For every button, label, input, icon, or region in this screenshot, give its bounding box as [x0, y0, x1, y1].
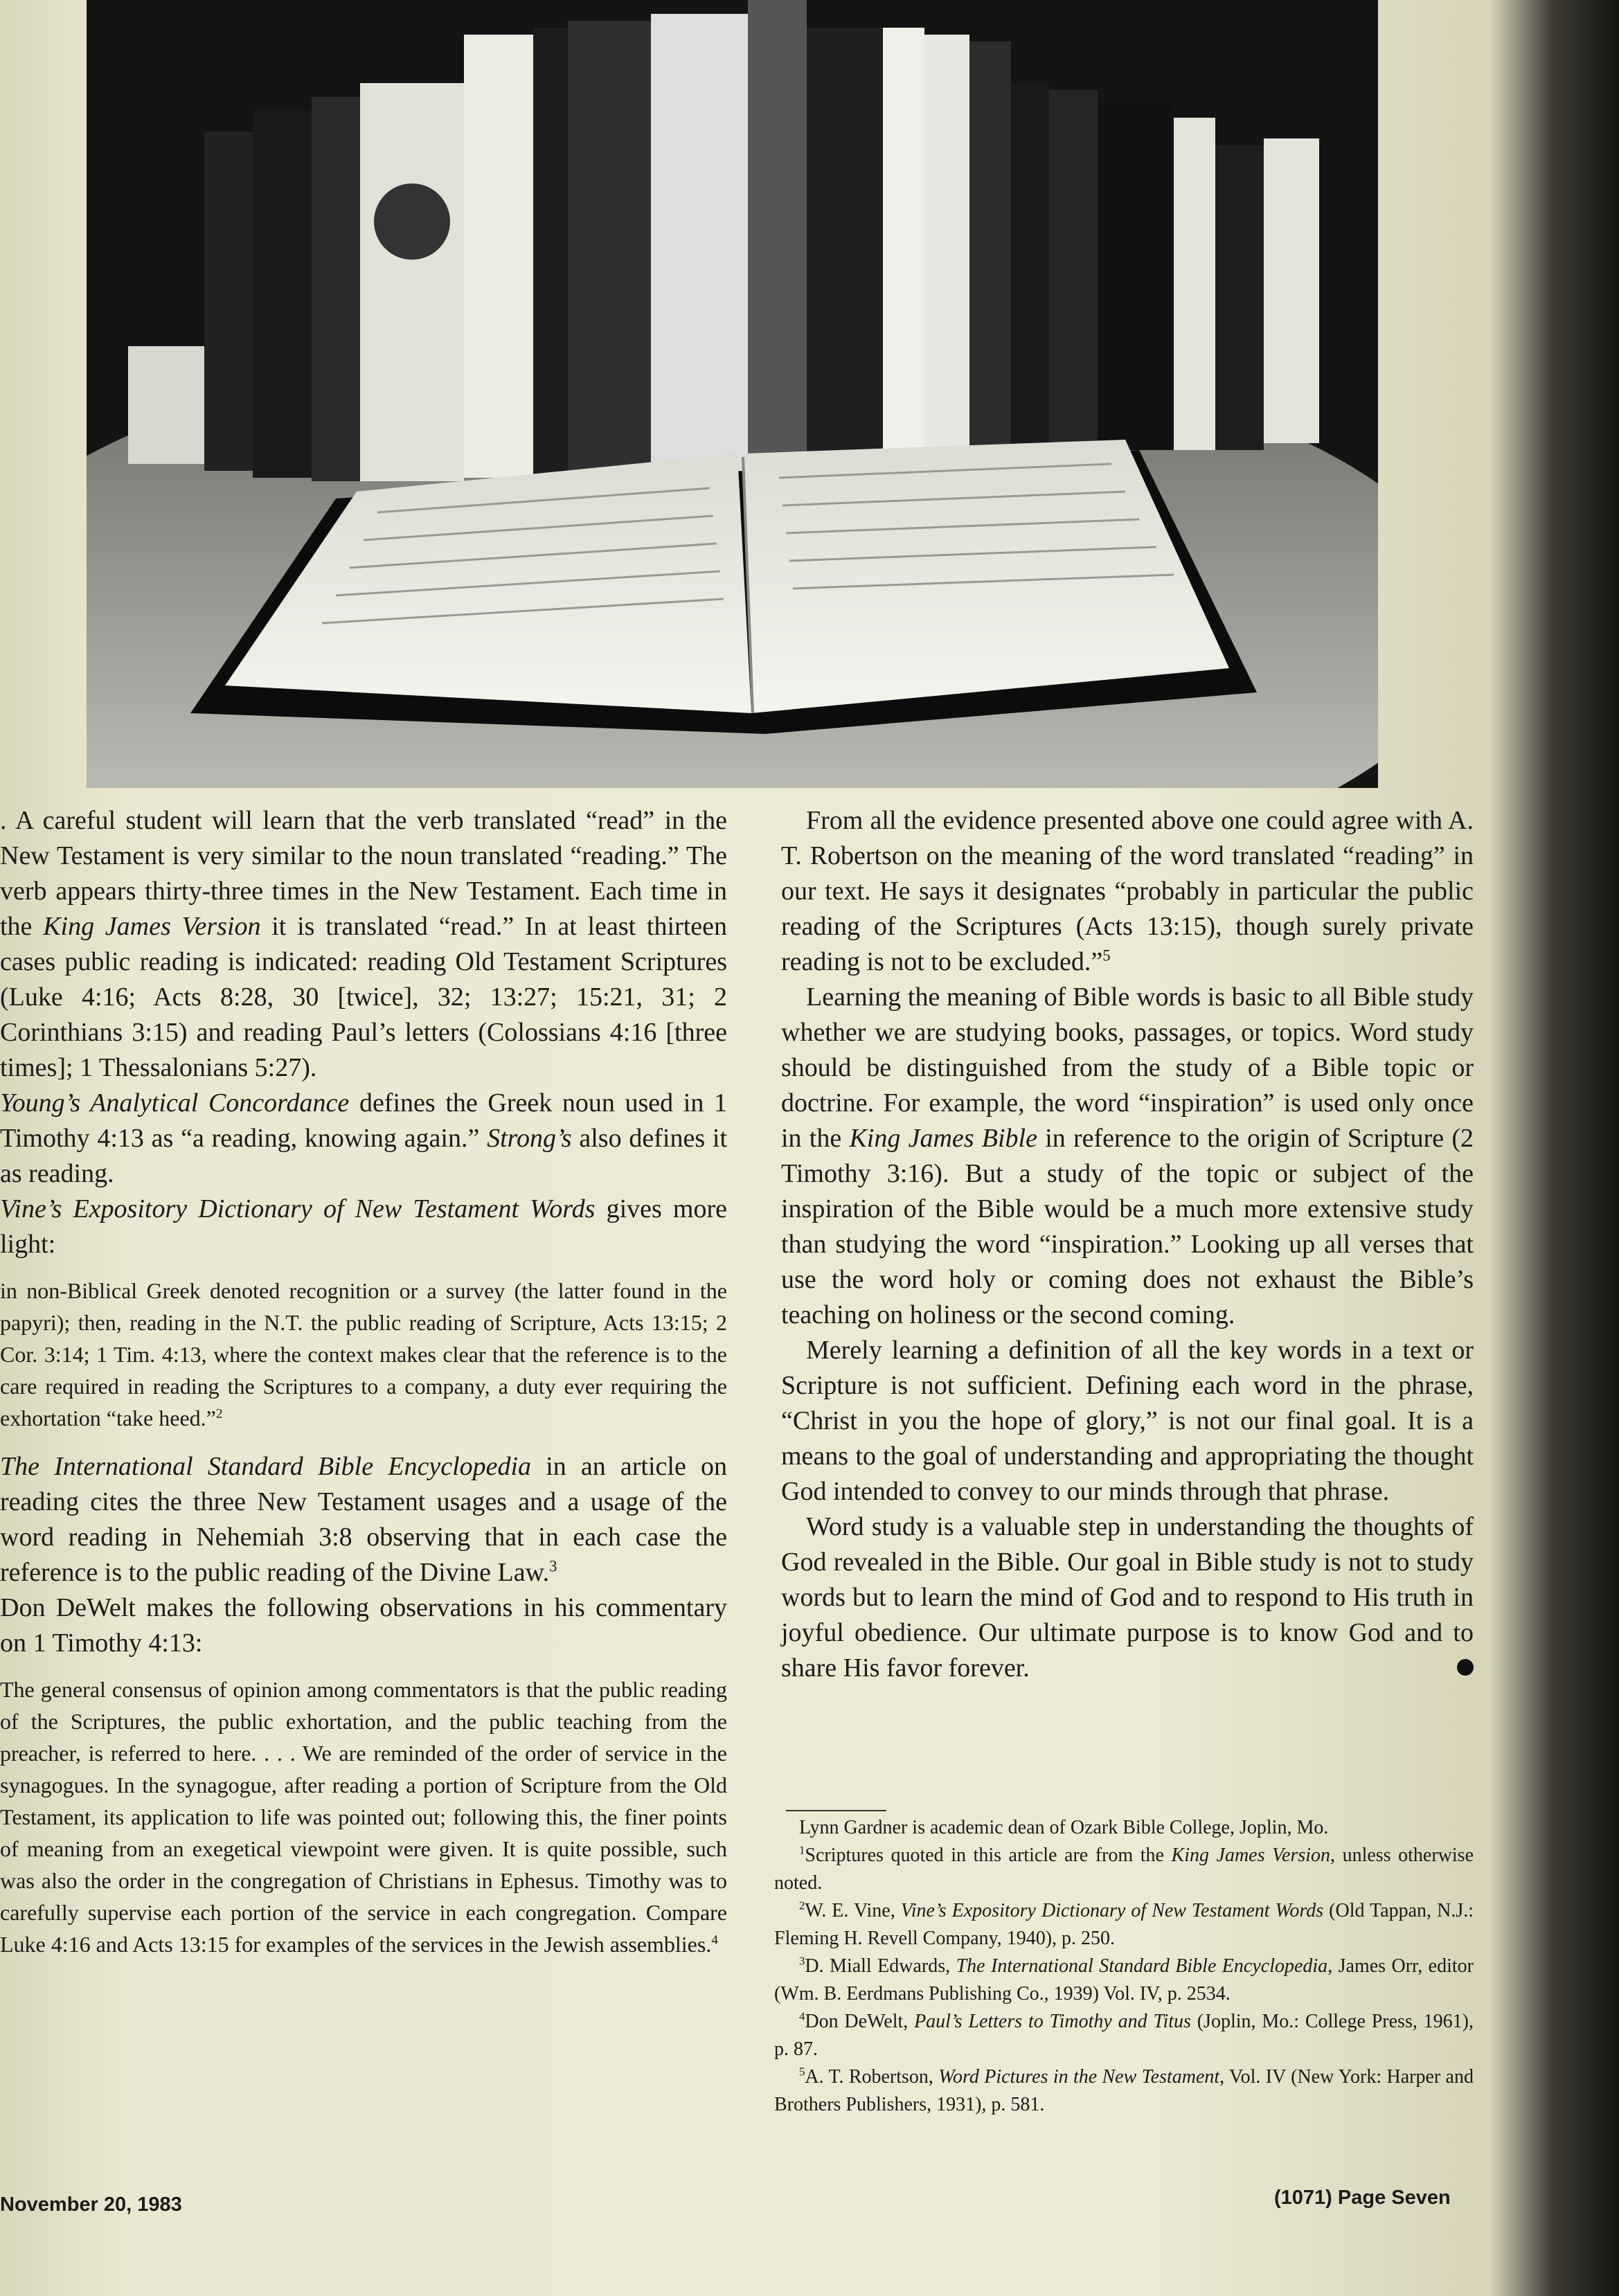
- paragraph: The International Standard Bible Encyclopedia in an article on reading cites the three New Testament usages and a usage of the word reading in Nehemiah 3:8 observing that in each case the reference is to the public reading of the Divine Law.$^3$: [0, 1452, 727, 1587]
- footnote: $^2$W. E. Vine, Vine’s Expository Dictionary of New Testament Words (Old Tappan, N.J.: Fleming H. Revell Company, 1940), p. 250.: [774, 1899, 1474, 1949]
- issue-date: November 20, 1983: [0, 2194, 182, 2216]
- paragraph: From all the evidence presented above one could agree with A. T. Robertson on the meaning of the word translated “reading” in our text. He says it designates “probably in particular the public reading of the Scriptures (Acts 13:15), though surely private reading is not to be excluded.”$^5$: [781, 806, 1474, 976]
- paragraph: Don DeWelt makes the following observations in his commentary on 1 Timothy 4:13:: [0, 1593, 727, 1658]
- block-quote: in non-Biblical Greek denoted recognition or a survey (the latter found in the papyri); then, reading in the N.T. the public reading of Scripture, Acts 13:15; 2 Cor. 3:14; 1 Tim. 4:13, where the context makes clear that the reference is to the care required in reading the Scriptures to a company, a duty ever requiring the exhortation “take heed.”$^2$: [0, 1278, 727, 1430]
- paragraph: Young’s Analytical Concordance defines the Greek noun used in 1 Timothy 4:13 as “a reading, knowing again.” Strong’s also defines it as reading.: [0, 1088, 728, 1188]
- bibles-photo: [87, 0, 1378, 788]
- bibles-photo-graphic: [87, 0, 1378, 788]
- paragraph: Merely learning a definition of all the key words in a text or Scripture is not sufficient. Defining each word in the phrase, “Christ in you the hope of glory,” is not our final goal. It is a means to the goal of understanding and appropriating the thought God intended to convey to our minds through that phrase.: [781, 1336, 1474, 1506]
- end-mark-icon: [1457, 1659, 1474, 1676]
- block-quote: The general consensus of opinion among commentators is that the public reading of the Scriptures, the public exhortation, and the public teaching from the preacher, is referred to here. . . . We are reminded of the order of service in the synagogues. In the synagogue, after reading a portion of Scripture from the Old Testament, its application to life was pointed out; following this, the finer points of meaning from an exegetical viewpoint were given. It is quite possible, such was also the order in the congregation of Christians in Ephesus. Timothy was to carefully supervise each portion of the service in each congregation. Compare Luke 4:16 and Acts 13:15 for examples of the services in the Jewish assemblies.$^4$: [0, 1677, 727, 1957]
- footnote: $^3$D. Miall Edwards, The International Standard Bible Encyclopedia, James Orr, editor (Wm. B. Eerdmans Publishing Co., 1939) Vol. IV, p. 2534.: [774, 1954, 1474, 2004]
- paragraph: . A careful student will learn that the verb translated “read” in the New Testament is very similar to the noun translated “reading.” The verb appears thirty-three times in the New Testament. Each time in the King James Version it is translated “read.” In at least thirteen cases public reading is indicated: reading Old Testament Scriptures (Luke 4:16; Acts 8:28, 30 [twice], 32; 13:27; 15:21, 31; 2 Corinthians 3:15) and reading Paul’s letters (Colossians 4:16 [three times]; 1 Thessalonians 5:27).: [0, 806, 727, 1082]
- footnote: $^5$A. T. Robertson, Word Pictures in the New Testament, Vol. IV (New York: Harper and Brothers Publishers, 1931), p. 581.: [774, 2065, 1474, 2115]
- footnote-rule: [786, 1810, 886, 1811]
- paragraph: Word study is a valuable step in understanding the thoughts of God revealed in the Bible. Our goal in Bible study is not to study words but to learn the mind of God and to respond to His truth in joyful obedience. Our ultimate purpose is to know God and to share His favor forever.: [781, 1512, 1474, 1683]
- page-number: (1071) Page Seven: [1274, 2187, 1451, 2209]
- footnote: $^4$Don DeWelt, Paul’s Letters to Timothy and Titus (Joplin, Mo.: College Press, 1961), p. 87.: [774, 2009, 1474, 2060]
- left-column: [0, 803, 727, 1975]
- paragraph: Learning the meaning of Bible words is basic to all Bible study whether we are studying books, passages, or topics. Word study should be distinguished from the study of a Bible topic or doctrine. For example, the word “inspiration” is used only once in the King James Bible in reference to the origin of Scripture (2 Timothy 3:16). But a study of the topic or subject of the inspiration of the Bible would be a much more extensive study than studying the word “inspiration.” Looking up all verses that use the word holy or coming does not exhaust the Bible’s teaching on holiness or the second coming.: [781, 983, 1474, 1329]
- paragraph: Vine’s Expository Dictionary of New Testament Words gives more light:: [0, 1194, 727, 1259]
- right-column: [781, 803, 1474, 1686]
- footnotes: [774, 1814, 1474, 2119]
- footnote: $^1$Scriptures quoted in this article are from the King James Version, unless otherwise noted.: [774, 1843, 1474, 1894]
- author-note: Lynn Gardner is academic dean of Ozark Bible College, Joplin, Mo.: [799, 1817, 1329, 1838]
